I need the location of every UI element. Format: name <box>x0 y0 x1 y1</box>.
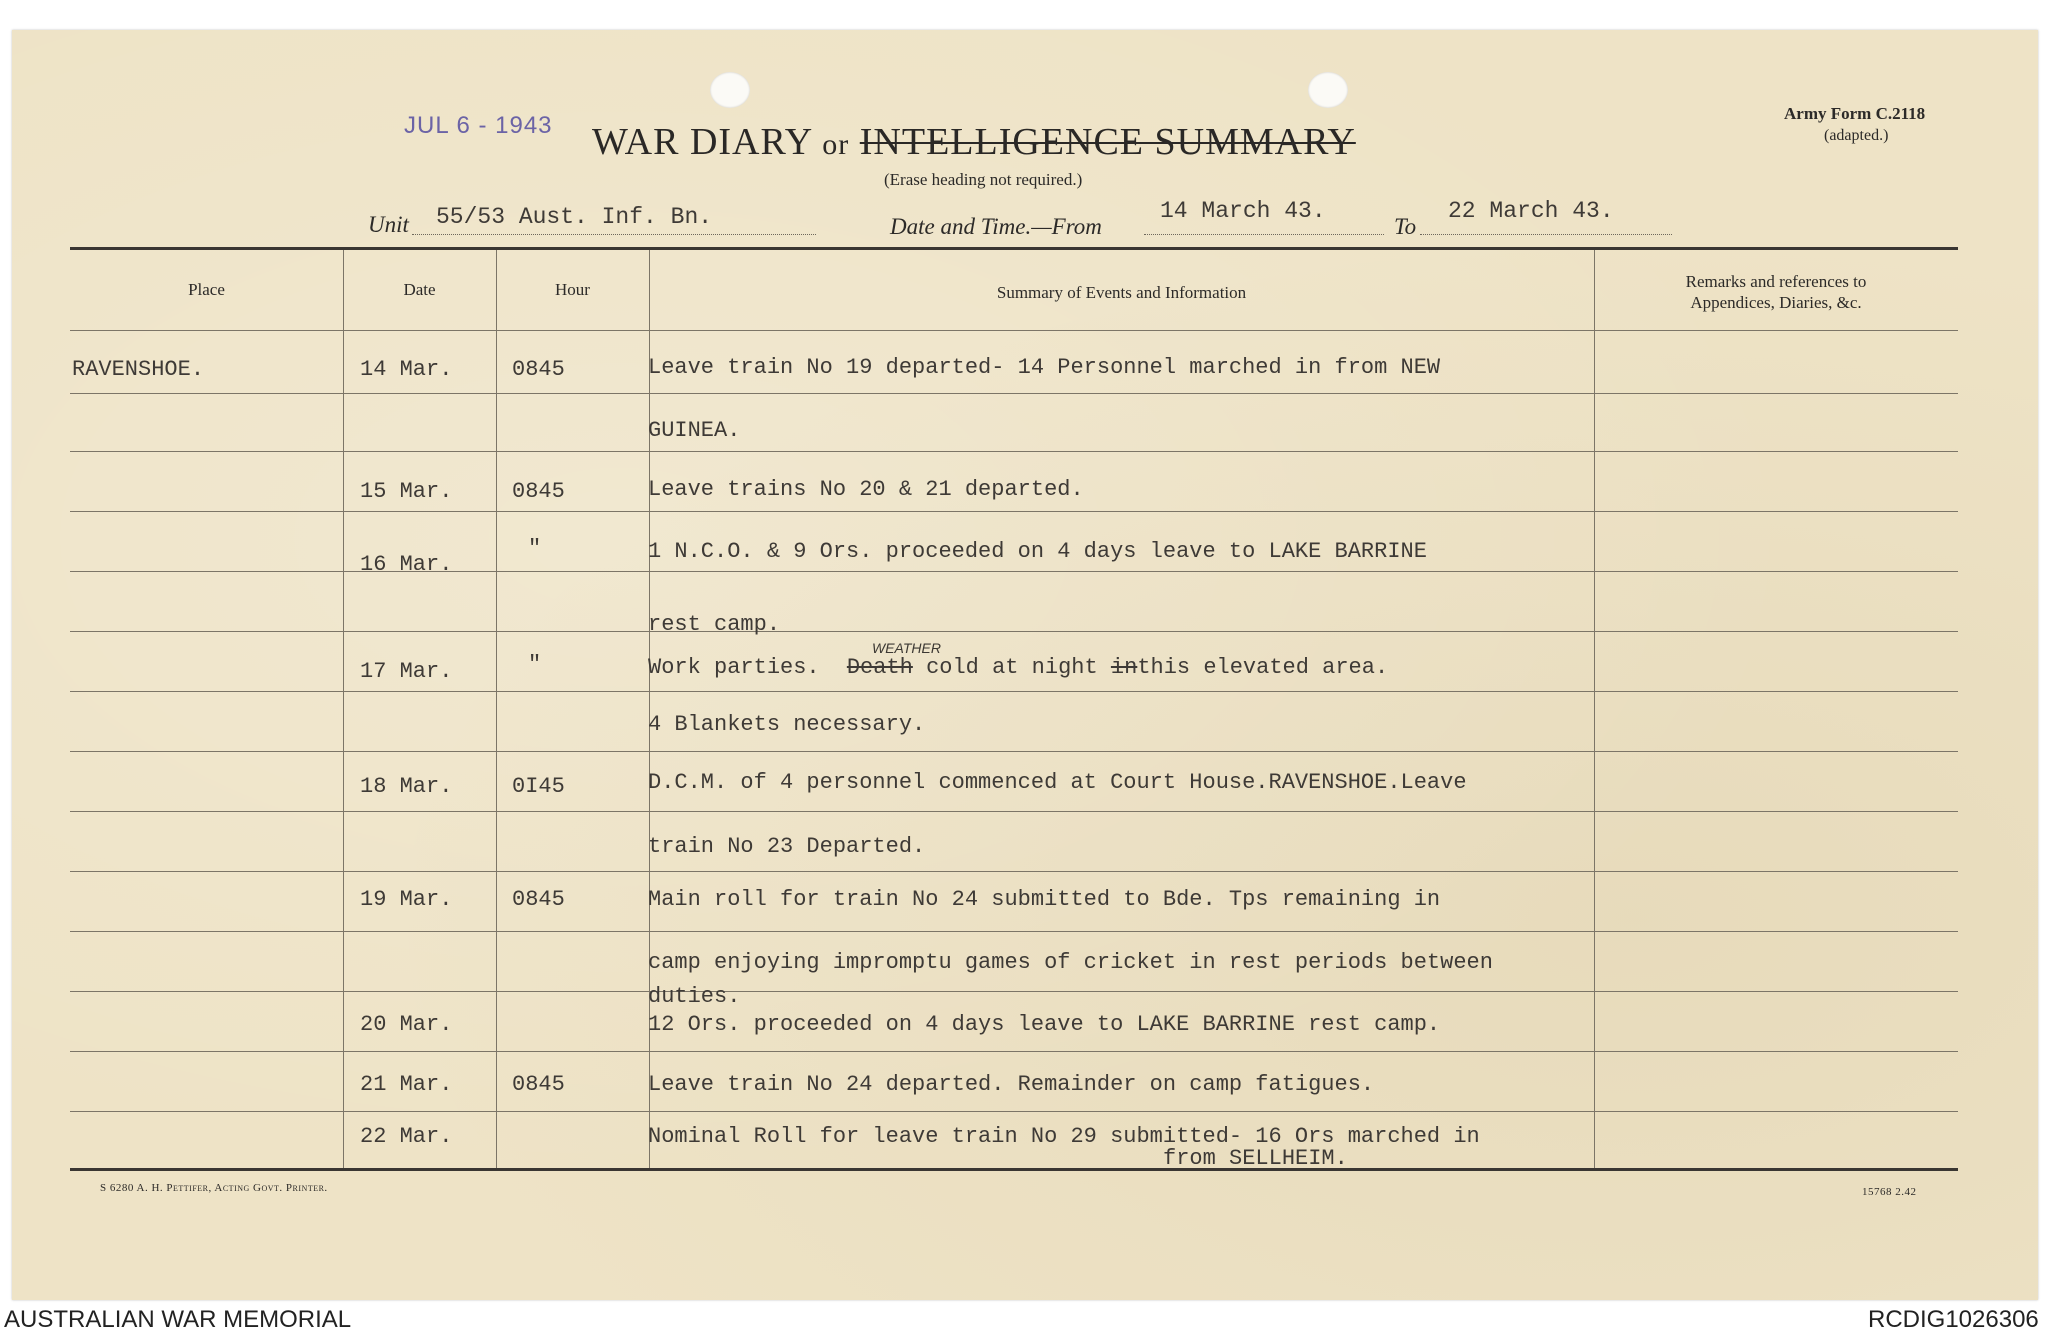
hour-cell: " <box>528 536 542 561</box>
row-rule <box>70 571 1958 572</box>
summary-line: rest camp. <box>648 612 781 637</box>
form-adapted: (adapted.) <box>1824 127 1889 144</box>
form-print-code: 15768 2.42 <box>1862 1186 1917 1198</box>
summary-line: duties. <box>648 984 741 1009</box>
archive-reference: RCDIG1026306 <box>1868 1306 2039 1333</box>
hour-cell: 0I45 <box>512 774 565 799</box>
row-rule <box>70 511 1958 512</box>
row-rule <box>70 871 1958 872</box>
punch-hole-left <box>710 72 750 108</box>
date-cell: 22 Mar. <box>360 1124 453 1149</box>
table-bottom-rule <box>70 1168 1958 1171</box>
date-from-label: Date and Time.—From <box>890 214 1102 239</box>
summary-text: cold at night <box>926 655 1098 680</box>
row-rule <box>70 811 1958 812</box>
col-divider-4 <box>1594 250 1595 1168</box>
row-rule <box>70 393 1958 394</box>
summary-line: Main roll for train No 24 submitted to Bde. Tps remaining in <box>648 887 1441 912</box>
summary-line: from SELLHEIM. <box>1163 1146 1348 1171</box>
unit-value: 55/53 Aust. Inf. Bn. <box>436 204 713 230</box>
hour-cell: 0845 <box>512 479 565 504</box>
date-from-value: 14 March 43. <box>1160 198 1326 224</box>
summary-line: Leave train No 19 departed- 14 Personnel marched in from NEW <box>648 355 1441 380</box>
summary-line <box>648 655 1388 680</box>
header-summary: Summary of Events and Information <box>996 283 1247 302</box>
date-cell: 20 Mar. <box>360 1012 453 1037</box>
date-to-value: 22 March 43. <box>1448 198 1614 224</box>
summary-line: 4 Blankets necessary. <box>648 712 926 737</box>
erase-note: (Erase heading not required.) <box>884 170 1083 189</box>
punch-hole-right <box>1308 72 1348 108</box>
date-cell: 19 Mar. <box>360 887 453 912</box>
summary-line: GUINEA. <box>648 418 741 443</box>
row-rule <box>70 931 1958 932</box>
date-cell: 16 Mar. <box>360 552 453 577</box>
summary-line: Nominal Roll for leave train No 29 submitted- 16 Ors marched in <box>648 1124 1480 1149</box>
archive-name: AUSTRALIAN WAR MEMORIAL <box>4 1306 352 1333</box>
header-remarks-line2: Appendices, Diaries, &c. <box>1690 293 1862 312</box>
row-rule <box>70 631 1958 632</box>
date-cell: 14 Mar. <box>360 357 453 382</box>
form-number: Army Form C.2118 <box>1784 104 1926 123</box>
summary-line: Leave train No 24 departed. Remainder on camp fatigues. <box>648 1072 1375 1097</box>
row-rule <box>70 991 1958 992</box>
header-remarks-line1: Remarks and references to <box>1685 272 1867 291</box>
title-war-diary: WAR DIARY <box>592 121 812 163</box>
struck-word: Death <box>846 655 913 680</box>
summary-line: train No 23 Departed. <box>648 834 926 859</box>
unit-label: Unit <box>368 212 409 237</box>
summary-line: D.C.M. of 4 personnel commenced at Court House.RAVENSHOE.Leave <box>648 770 1467 795</box>
date-cell: 15 Mar. <box>360 479 453 504</box>
header-place: Place <box>188 280 225 299</box>
summary-line: Leave trains No 20 & 21 departed. <box>648 477 1084 502</box>
header-date: Date <box>403 280 436 299</box>
struck-word: in <box>1110 655 1138 680</box>
row-rule <box>70 691 1958 692</box>
row-rule <box>70 751 1958 752</box>
header-hour: Hour <box>555 280 590 299</box>
date-cell: 18 Mar. <box>360 774 453 799</box>
table-header-rule <box>70 330 1958 331</box>
date-cell: 17 Mar. <box>360 659 453 684</box>
col-divider-2 <box>496 250 497 1168</box>
col-divider-1 <box>343 250 344 1168</box>
title-struck: INTELLIGENCE SUMMARY <box>859 121 1356 163</box>
row-rule <box>70 451 1958 452</box>
summary-line: camp enjoying impromptu games of cricket in rest periods between <box>648 950 1493 975</box>
unit-underline <box>412 234 816 235</box>
received-date-stamp: JUL 6 - 1943 <box>404 112 553 139</box>
date-cell: 21 Mar. <box>360 1072 453 1097</box>
hour-cell: " <box>528 652 542 677</box>
table-top-rule <box>70 247 1958 250</box>
summary-line: 12 Ors. proceeded on 4 days leave to LAKE BARRINE rest camp. <box>648 1012 1441 1037</box>
summary-text: this elevated area. <box>1137 655 1389 680</box>
printer-imprint: S 6280 A. H. Pettifer, Acting Govt. Printer. <box>100 1182 328 1194</box>
summary-line: 1 N.C.O. & 9 Ors. proceeded on 4 days leave to LAKE BARRINE <box>648 539 1427 564</box>
date-to-label: To <box>1394 214 1417 239</box>
hour-cell: 0845 <box>512 1072 565 1097</box>
hour-cell: 0845 <box>512 887 565 912</box>
row-rule <box>70 1051 1958 1052</box>
hour-cell: 0845 <box>512 357 565 382</box>
place-cell: RAVENSHOE. <box>72 357 205 382</box>
handwritten-correction: WEATHER <box>872 640 941 656</box>
page-title <box>592 120 1356 164</box>
summary-text: Work parties. <box>648 655 820 680</box>
date-from-underline <box>1144 234 1384 235</box>
row-rule <box>70 1111 1958 1112</box>
title-or: or <box>822 128 850 161</box>
date-to-underline <box>1420 234 1672 235</box>
